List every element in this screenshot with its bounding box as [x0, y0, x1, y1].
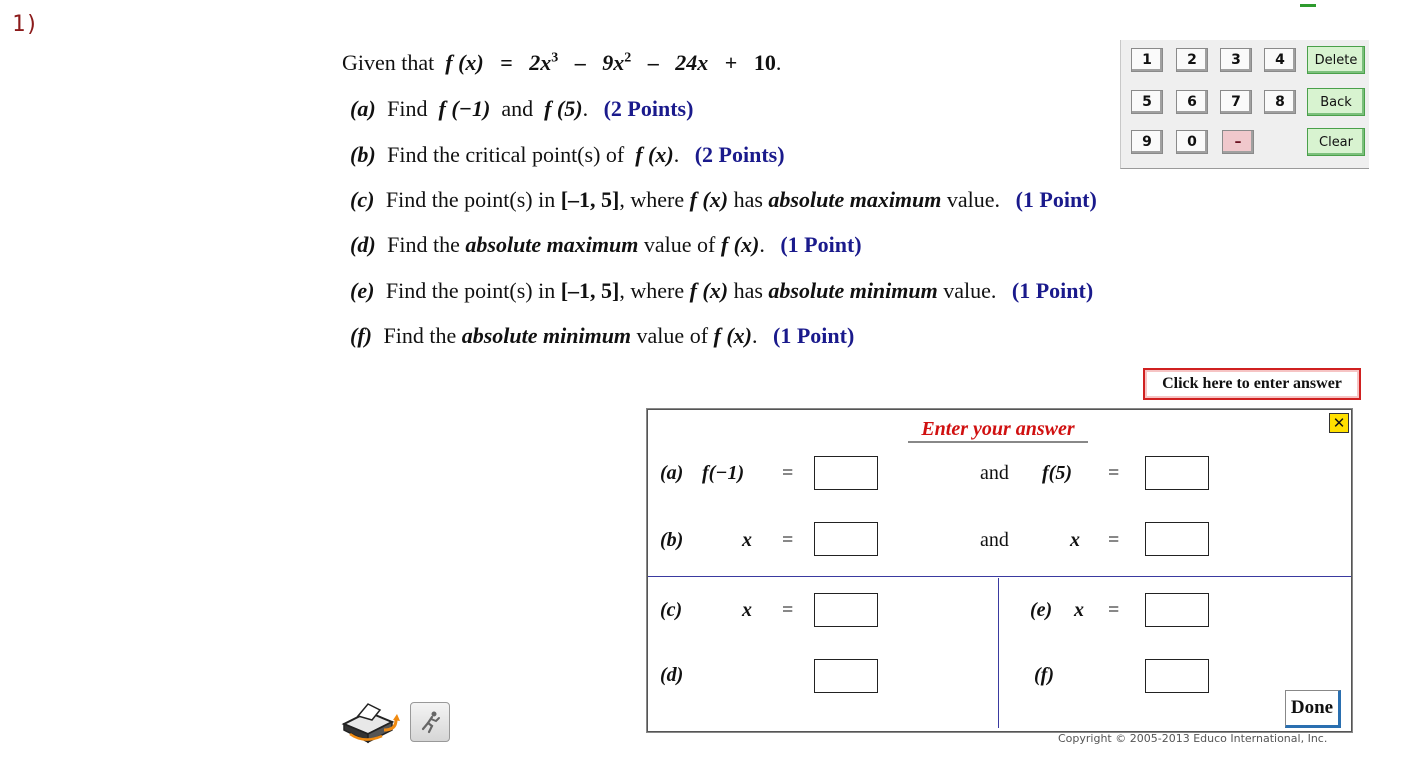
- part-b-period: .: [673, 142, 680, 167]
- part-b-expr: f (x): [635, 142, 674, 167]
- part-c-label: (c): [350, 187, 375, 212]
- answer-d-label: (d): [660, 664, 684, 686]
- answer-panel: [647, 409, 1352, 732]
- part-f-emphasis: absolute minimum: [461, 323, 632, 348]
- given-text: Given that: [342, 50, 435, 75]
- part-c-text4: value.: [946, 187, 1001, 212]
- part-e-points: (1 Point): [1011, 278, 1094, 303]
- part-d-period: .: [759, 232, 765, 257]
- key-2[interactable]: 2: [1176, 48, 1208, 72]
- part-f-text1: Find the: [383, 323, 457, 348]
- part-a-and: and: [501, 96, 534, 121]
- minus-sign-1: –: [574, 50, 586, 75]
- part-d-emphasis: absolute maximum: [465, 232, 639, 257]
- part-b: [350, 142, 785, 168]
- runner-icon-graphic: [417, 709, 443, 735]
- part-e-expr: f (x): [689, 278, 729, 303]
- part-d-label: (d): [350, 232, 376, 257]
- part-a-period: .: [582, 96, 589, 121]
- delete-button[interactable]: Delete: [1307, 46, 1365, 74]
- answer-f-input[interactable]: [1145, 659, 1209, 693]
- part-d-expr: f (x): [720, 232, 760, 257]
- answer-c-label: (c): [660, 599, 683, 621]
- part-c-text3: has: [733, 187, 763, 212]
- part-f-points: (1 Point): [773, 323, 855, 348]
- part-e-interval: [–1, 5]: [560, 278, 620, 303]
- equals-sign: =: [500, 50, 513, 75]
- function-name: f (x): [445, 50, 484, 75]
- clear-button[interactable]: Clear: [1307, 128, 1365, 156]
- answer-c-var: x: [742, 599, 752, 621]
- key-0[interactable]: 0: [1176, 130, 1208, 154]
- answer-e-label: (e): [1030, 599, 1053, 621]
- part-b-points: (2 Points): [694, 142, 785, 167]
- term-1: 2x: [529, 50, 552, 75]
- runner-icon[interactable]: [410, 702, 450, 742]
- answer-a-eq2: =: [1108, 462, 1120, 484]
- period: .: [775, 50, 782, 75]
- answer-b-input-1[interactable]: [814, 522, 878, 556]
- part-d: [350, 232, 862, 258]
- answer-b-var2: x: [1070, 529, 1080, 551]
- part-f: [350, 323, 854, 349]
- exponent-2: 2: [624, 50, 632, 66]
- part-c: [350, 187, 1097, 213]
- answer-f-label: (f): [1034, 664, 1054, 686]
- answer-a-eq1: =: [782, 462, 794, 484]
- minus-sign-2: –: [647, 50, 659, 75]
- term-3: 24x: [675, 50, 709, 75]
- key-9[interactable]: 9: [1131, 130, 1163, 154]
- part-a-expr1: f (−1): [438, 96, 491, 121]
- part-f-label: (f): [350, 323, 372, 348]
- part-a-label: (a): [350, 96, 376, 121]
- part-b-label: (b): [350, 142, 376, 167]
- plus-sign: +: [724, 50, 738, 75]
- term-2: 9x: [602, 50, 625, 75]
- answer-a-label: (a): [660, 462, 684, 484]
- part-e: [350, 278, 1093, 304]
- part-f-expr: f (x): [713, 323, 752, 348]
- part-b-text: Find the critical point(s) of: [387, 142, 625, 167]
- answer-b-label: (b): [660, 529, 684, 551]
- key-3[interactable]: 3: [1220, 48, 1252, 72]
- part-e-text1: Find the point(s) in: [385, 278, 556, 303]
- part-e-text4: value.: [943, 278, 997, 303]
- done-button[interactable]: Done: [1285, 690, 1341, 728]
- corner-mark: [1300, 0, 1316, 7]
- answer-b-eq2: =: [1108, 529, 1120, 551]
- answer-e-var: x: [1074, 599, 1084, 621]
- part-c-text1: Find the point(s) in: [385, 187, 556, 212]
- enter-answer-button[interactable]: Click here to enter answer: [1143, 368, 1361, 400]
- part-a-text: Find: [387, 96, 428, 121]
- answer-a-input-2[interactable]: [1145, 456, 1209, 490]
- part-c-interval: [–1, 5]: [560, 187, 620, 212]
- part-e-text2: , where: [619, 278, 685, 303]
- key-4[interactable]: 4: [1264, 48, 1296, 72]
- answer-panel-title: Enter your answer: [908, 418, 1088, 443]
- copyright-text: Copyright © 2005-2013 Educo International, Inc.: [1058, 732, 1328, 745]
- key-6[interactable]: 6: [1176, 90, 1208, 114]
- part-a: [350, 96, 693, 122]
- part-f-period: .: [752, 323, 758, 348]
- problem-statement: [342, 50, 781, 76]
- exponent-1: 3: [551, 50, 559, 66]
- answer-b-input-2[interactable]: [1145, 522, 1209, 556]
- part-c-emphasis: absolute maximum: [768, 187, 942, 212]
- part-d-text1: Find the: [387, 232, 460, 257]
- answer-b-var1: x: [742, 529, 752, 551]
- answer-a-expr2: f(5): [1042, 462, 1072, 484]
- part-d-text2: value of: [643, 232, 716, 257]
- part-a-expr2: f (5): [544, 96, 583, 121]
- close-icon[interactable]: ✕: [1329, 413, 1349, 433]
- part-e-emphasis: absolute minimum: [768, 278, 938, 303]
- key-8[interactable]: 8: [1264, 90, 1296, 114]
- question-number: 1): [12, 12, 39, 37]
- part-f-text2: value of: [636, 323, 709, 348]
- part-c-text2: , where: [619, 187, 685, 212]
- part-e-label: (e): [350, 278, 375, 303]
- key-5[interactable]: 5: [1131, 90, 1163, 114]
- answer-b-and: and: [980, 529, 1009, 551]
- key-minus[interactable]: –: [1222, 130, 1254, 154]
- answer-c-eq: =: [782, 599, 794, 621]
- back-button[interactable]: Back: [1307, 88, 1365, 116]
- answer-e-eq: =: [1108, 599, 1120, 621]
- part-c-expr: f (x): [689, 187, 729, 212]
- term-4: 10: [753, 50, 776, 75]
- vertical-divider: [998, 578, 999, 728]
- key-1[interactable]: 1: [1131, 48, 1163, 72]
- answer-b-eq1: =: [782, 529, 794, 551]
- horizontal-divider: [648, 576, 1351, 577]
- printer-icon[interactable]: [340, 700, 400, 744]
- part-a-points: (2 Points): [603, 96, 694, 121]
- answer-a-expr1: f(−1): [702, 462, 745, 484]
- part-c-points: (1 Point): [1015, 187, 1097, 212]
- part-d-points: (1 Point): [780, 232, 862, 257]
- answer-d-input[interactable]: [814, 659, 878, 693]
- answer-a-input-1[interactable]: [814, 456, 878, 490]
- key-7[interactable]: 7: [1220, 90, 1252, 114]
- answer-e-input[interactable]: [1145, 593, 1209, 627]
- number-keypad: [1120, 40, 1369, 169]
- answer-a-and: and: [980, 462, 1009, 484]
- answer-c-input[interactable]: [814, 593, 878, 627]
- printer-icon-graphic: [340, 700, 400, 744]
- part-e-text3: has: [733, 278, 763, 303]
